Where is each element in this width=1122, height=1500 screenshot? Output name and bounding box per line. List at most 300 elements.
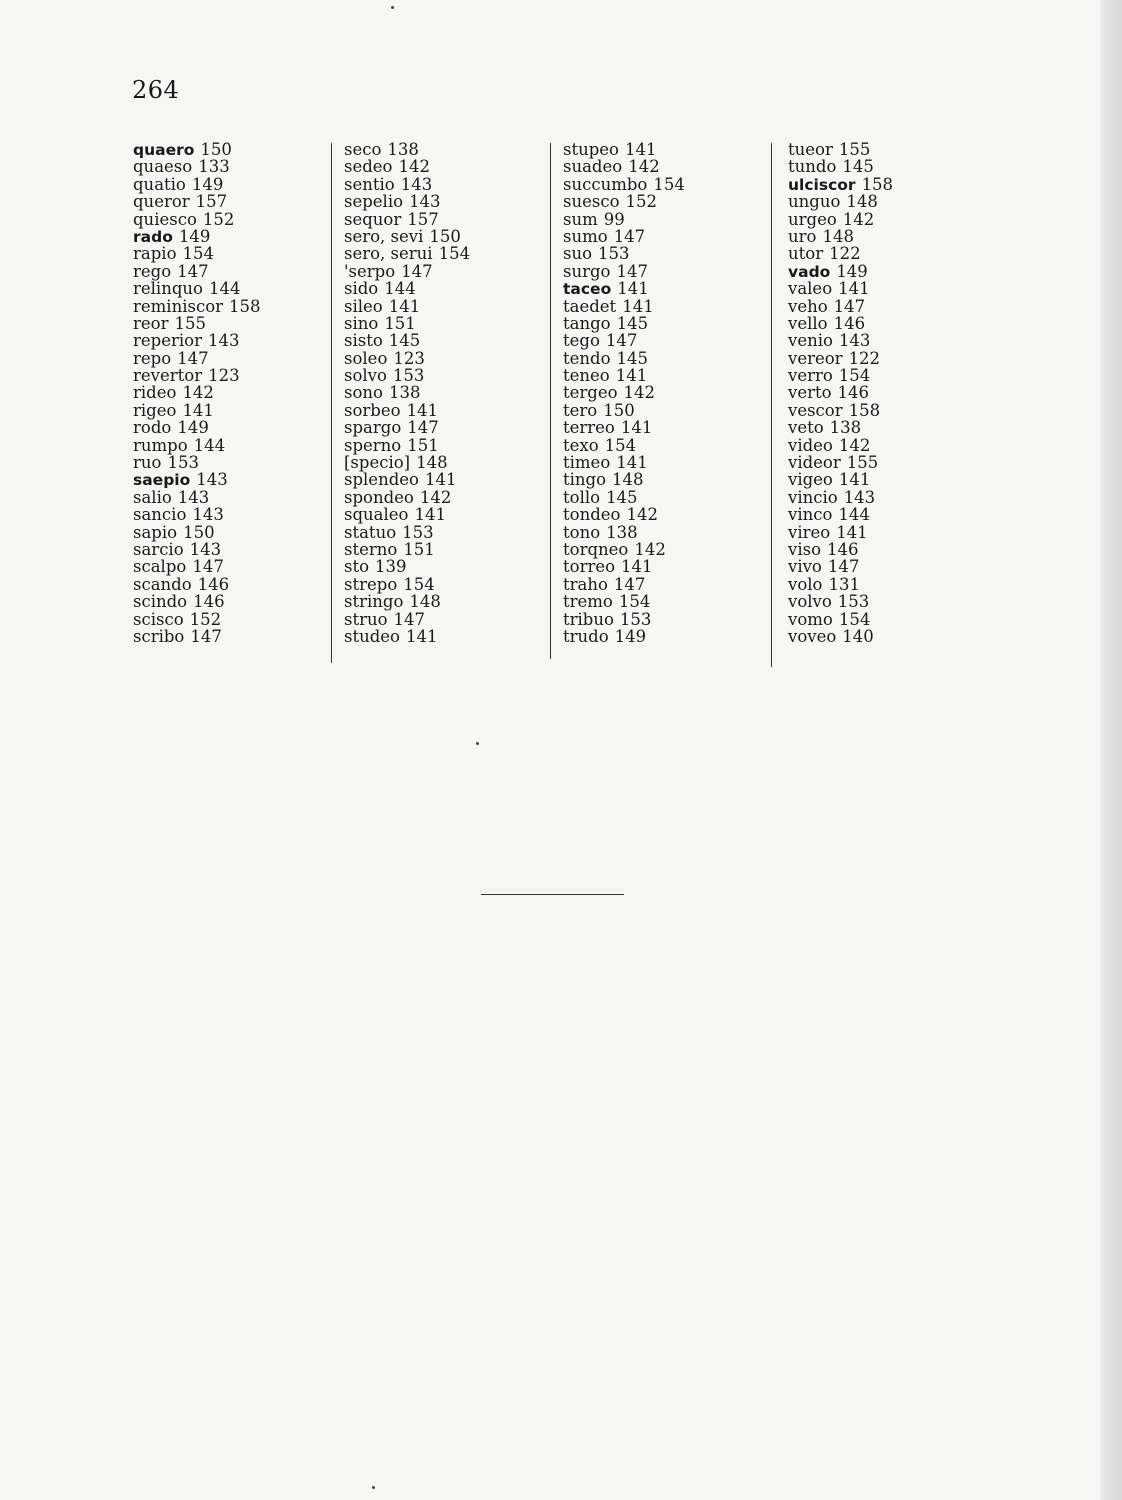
- entry-page-ref: 145: [606, 487, 638, 507]
- entry-page-ref: 153: [619, 609, 652, 629]
- entry-page-ref: 149: [614, 626, 647, 646]
- entry-page-ref: 153: [392, 366, 425, 386]
- entry-page-ref: 122: [848, 348, 881, 368]
- entry-page-ref: 138: [387, 140, 419, 159]
- entry-page-ref: 154: [618, 592, 651, 612]
- index-entry: [133, 576, 261, 593]
- entry-word: saepio: [133, 471, 191, 490]
- index-column-2: [344, 141, 470, 645]
- entry-page-ref: 141: [182, 400, 214, 420]
- entry-word: squaleo: [344, 505, 409, 525]
- index-entry: [563, 419, 685, 436]
- entry-page-ref: 144: [208, 279, 241, 299]
- index-entry: [788, 384, 893, 401]
- entry-page-ref: 154: [838, 609, 871, 629]
- entry-word: viso: [788, 539, 821, 559]
- entry-page-ref: 154: [438, 244, 471, 264]
- entry-word: rigeo: [133, 400, 177, 420]
- entry-word: stringo: [344, 592, 404, 612]
- index-entry: [788, 263, 893, 280]
- entry-word: sepelio: [344, 192, 404, 212]
- entry-page-ref: 151: [403, 539, 435, 559]
- entry-word: soleo: [344, 348, 388, 368]
- index-entry: [563, 158, 685, 175]
- entry-word: teneo: [563, 366, 610, 386]
- index-column-4: [788, 141, 893, 645]
- entry-word: ruo: [133, 453, 162, 473]
- entry-word: taceo: [563, 280, 612, 299]
- entry-page-ref: 141: [424, 470, 457, 490]
- entry-word: sterno: [344, 539, 398, 559]
- index-entry: [344, 402, 470, 419]
- entry-page-ref: 141: [406, 400, 439, 420]
- index-entry: [563, 367, 685, 384]
- entry-word: tono: [563, 522, 601, 542]
- entry-page-ref: 147: [192, 557, 224, 577]
- index-entry: [788, 228, 893, 245]
- index-entry: [344, 506, 470, 523]
- index-entry: [133, 471, 261, 488]
- index-entry: [788, 437, 893, 454]
- index-entry: [344, 419, 470, 436]
- entry-page-ref: 154: [604, 435, 637, 455]
- entry-word: sentio: [344, 174, 395, 194]
- index-entry: [563, 593, 685, 610]
- entry-word: vado: [788, 262, 831, 281]
- index-entry: [788, 611, 893, 628]
- index-entry: [563, 332, 685, 349]
- print-speck: [372, 1486, 375, 1489]
- index-entry: [344, 176, 470, 193]
- entry-word: struo: [344, 609, 388, 629]
- entry-page-ref: 143: [177, 487, 210, 507]
- entry-page-ref: 154: [653, 174, 685, 194]
- entry-word: seco: [344, 140, 382, 159]
- entry-word: scando: [133, 574, 192, 594]
- index-entry: [133, 280, 261, 297]
- entry-page-ref: 143: [838, 331, 871, 351]
- entry-word: vivo: [788, 557, 822, 577]
- page-number: 264: [132, 76, 180, 104]
- entry-word: scindo: [133, 592, 188, 612]
- entry-word: 'serpo: [344, 261, 396, 281]
- index-entry: [788, 541, 893, 558]
- index-entry: [133, 245, 261, 262]
- entry-page-ref: 152: [202, 209, 235, 229]
- entry-page-ref: 145: [388, 331, 421, 351]
- index-entry: [563, 611, 685, 628]
- index-entry: [344, 541, 470, 558]
- entry-page-ref: 148: [846, 192, 878, 212]
- column-divider: [771, 143, 772, 667]
- index-entry: [563, 228, 685, 245]
- entry-word: splendeo: [344, 470, 419, 490]
- entry-page-ref: 154: [838, 366, 871, 386]
- entry-word: terreo: [563, 418, 615, 438]
- entry-word: tingo: [563, 470, 607, 490]
- index-entry: [344, 211, 470, 228]
- index-entry: [133, 611, 261, 628]
- entry-word: sapio: [133, 522, 178, 542]
- index-entry: [133, 437, 261, 454]
- entry-word: tondeo: [563, 505, 621, 525]
- index-entry: [563, 628, 685, 645]
- index-column-1: [133, 141, 261, 645]
- entry-word: strepo: [344, 574, 398, 594]
- entry-word: scribo: [133, 626, 185, 646]
- entry-word: reperior: [133, 331, 202, 351]
- print-speck: [476, 742, 479, 745]
- entry-page-ref: 141: [838, 470, 871, 490]
- entry-word: verto: [788, 383, 832, 403]
- entry-page-ref: 138: [606, 522, 638, 542]
- entry-word: repo: [133, 348, 172, 368]
- entry-page-ref: 154: [182, 244, 214, 264]
- index-entry: [788, 402, 893, 419]
- entry-page-ref: 147: [393, 609, 426, 629]
- index-entry: [133, 263, 261, 280]
- entry-page-ref: 143: [400, 174, 433, 194]
- entry-word: rapio: [133, 244, 177, 264]
- index-entry: [563, 315, 685, 332]
- entry-page-ref: 122: [829, 244, 861, 264]
- entry-word: taedet: [563, 296, 617, 316]
- entry-page-ref: 141: [836, 522, 868, 542]
- index-entry: [344, 576, 470, 593]
- entry-word: solvo: [344, 366, 387, 386]
- entry-word: veho: [788, 296, 828, 316]
- entry-word: valeo: [788, 279, 833, 299]
- entry-page-ref: 139: [375, 557, 407, 577]
- entry-word: stupeo: [563, 140, 619, 159]
- index-entry: [133, 176, 261, 193]
- entry-word: rumpo: [133, 435, 188, 455]
- entry-page-ref: 144: [838, 505, 870, 525]
- index-entry: [133, 628, 261, 645]
- entry-page-ref: 145: [616, 313, 649, 333]
- entry-word: verro: [788, 366, 833, 386]
- entry-word: sarcio: [133, 539, 184, 559]
- entry-word: tango: [563, 313, 611, 333]
- entry-page-ref: 142: [623, 383, 656, 403]
- entry-word: quatio: [133, 174, 186, 194]
- entry-word: tremo: [563, 592, 613, 612]
- entry-page-ref: 141: [616, 453, 648, 473]
- entry-page-ref: 149: [177, 418, 209, 438]
- entry-page-ref: 141: [388, 296, 421, 316]
- entry-page-ref: 147: [177, 348, 209, 368]
- entry-page-ref: 149: [178, 226, 211, 246]
- entry-word: trudo: [563, 626, 609, 646]
- entry-word: sido: [344, 279, 379, 299]
- entry-page-ref: 155: [174, 313, 206, 333]
- index-entry: [788, 211, 893, 228]
- entry-page-ref: 141: [617, 279, 649, 299]
- entry-page-ref: 158: [861, 174, 894, 194]
- index-entry: [563, 141, 685, 158]
- index-entry: [133, 541, 261, 558]
- entry-page-ref: 153: [598, 244, 630, 264]
- index-entry: [133, 158, 261, 175]
- entry-page-ref: 141: [406, 626, 438, 646]
- entry-word: rado: [133, 227, 173, 246]
- entry-page-ref: 148: [409, 592, 441, 612]
- entry-word: surgo: [563, 261, 611, 281]
- entry-page-ref: 142: [419, 487, 452, 507]
- entry-word: texo: [563, 435, 599, 455]
- entry-word: sedeo: [344, 157, 393, 177]
- index-entry: [133, 454, 261, 471]
- entry-page-ref: 142: [634, 539, 666, 559]
- entry-page-ref: 147: [613, 574, 646, 594]
- index-entry: [563, 541, 685, 558]
- entry-word: reor: [133, 313, 169, 333]
- entry-word: vincio: [788, 487, 838, 507]
- index-entry: [344, 611, 470, 628]
- entry-page-ref: 145: [616, 348, 649, 368]
- entry-page-ref: 145: [842, 157, 874, 177]
- entry-page-ref: 143: [843, 487, 876, 507]
- entry-page-ref: 141: [625, 140, 657, 159]
- entry-page-ref: 153: [167, 453, 199, 473]
- entry-word: tero: [563, 400, 598, 420]
- index-entry: [788, 193, 893, 210]
- entry-page-ref: 148: [822, 226, 854, 246]
- index-entry: [788, 558, 893, 575]
- index-entry: [344, 315, 470, 332]
- entry-page-ref: 151: [384, 313, 416, 333]
- index-entry: [133, 141, 261, 158]
- entry-word: scalpo: [133, 557, 187, 577]
- entry-page-ref: 143: [192, 505, 224, 525]
- entry-page-ref: 155: [846, 453, 879, 473]
- index-entry: [344, 524, 470, 541]
- index-entry: [133, 193, 261, 210]
- index-entry: [344, 263, 470, 280]
- end-rule: [481, 894, 624, 895]
- index-entry: [788, 298, 893, 315]
- index-entry: [133, 419, 261, 436]
- index-entry: [563, 506, 685, 523]
- entry-word: timeo: [563, 453, 611, 473]
- entry-word: traho: [563, 574, 608, 594]
- entry-word: vinco: [788, 505, 833, 525]
- entry-word: statuo: [344, 522, 397, 542]
- entry-page-ref: 142: [398, 157, 430, 177]
- entry-word: uro: [788, 226, 817, 246]
- entry-page-ref: 141: [620, 418, 653, 438]
- entry-page-ref: 146: [197, 574, 230, 594]
- index-entry: [133, 489, 261, 506]
- index-entry: [563, 558, 685, 575]
- entry-word: ulciscor: [788, 175, 856, 194]
- entry-page-ref: 150: [183, 522, 215, 542]
- entry-page-ref: 150: [200, 140, 232, 159]
- index-entry: [344, 628, 470, 645]
- index-entry: [344, 280, 470, 297]
- entry-word: venio: [788, 331, 833, 351]
- entry-word: veto: [788, 418, 824, 438]
- entry-word: tergeo: [563, 383, 618, 403]
- entry-word: queror: [133, 192, 190, 212]
- index-entry: [563, 437, 685, 454]
- entry-word: spargo: [344, 418, 402, 438]
- entry-word: tribuo: [563, 609, 614, 629]
- index-column-3: [563, 141, 685, 645]
- entry-page-ref: 148: [416, 453, 448, 473]
- entry-word: revertor: [133, 366, 203, 386]
- entry-word: vello: [788, 313, 828, 333]
- entry-word: videor: [788, 453, 841, 473]
- entry-page-ref: 147: [407, 418, 439, 438]
- column-divider: [550, 143, 551, 659]
- entry-word: torreo: [563, 557, 616, 577]
- index-entry: [788, 471, 893, 488]
- entry-word: suo: [563, 244, 593, 264]
- index-entry: [788, 367, 893, 384]
- index-entry: [788, 524, 893, 541]
- index-entry: [344, 593, 470, 610]
- index-entry: [788, 576, 893, 593]
- entry-word: volvo: [788, 592, 832, 612]
- index-entry: [344, 454, 470, 471]
- entry-word: unguo: [788, 192, 841, 212]
- index-entry: [788, 176, 893, 193]
- entry-page-ref: 138: [388, 383, 421, 403]
- entry-word: quaero: [133, 141, 195, 159]
- column-divider: [331, 143, 332, 663]
- entry-page-ref: 153: [402, 522, 434, 542]
- index-entry: [788, 419, 893, 436]
- index-entry: [133, 350, 261, 367]
- index-entry: [788, 280, 893, 297]
- entry-word: quiesco: [133, 209, 197, 229]
- entry-page-ref: 146: [837, 383, 870, 403]
- entry-word: scisco: [133, 609, 184, 629]
- index-entry: [788, 506, 893, 523]
- index-entry: [563, 280, 685, 297]
- entry-page-ref: 144: [193, 435, 226, 455]
- index-entry: [563, 471, 685, 488]
- entry-page-ref: 123: [208, 366, 240, 386]
- entry-word: suesco: [563, 192, 620, 212]
- entry-word: vireo: [788, 522, 831, 542]
- entry-word: tego: [563, 331, 600, 351]
- index-entry: [788, 593, 893, 610]
- entry-word: voveo: [788, 626, 837, 646]
- entry-page-ref: 123: [393, 348, 425, 368]
- index-entry: [563, 176, 685, 193]
- entry-word: reminiscor: [133, 296, 224, 316]
- index-entry: [563, 524, 685, 541]
- index-entry: [563, 245, 685, 262]
- entry-page-ref: 143: [189, 539, 222, 559]
- entry-word: sero, serui: [344, 244, 433, 264]
- entry-word: rodo: [133, 418, 172, 438]
- entry-page-ref: 149: [191, 174, 224, 194]
- entry-word: vigeo: [788, 470, 833, 490]
- entry-page-ref: 141: [414, 505, 446, 525]
- entry-word: sono: [344, 383, 383, 403]
- index-entry: [563, 402, 685, 419]
- index-entry: [344, 332, 470, 349]
- entry-page-ref: 152: [625, 192, 658, 212]
- entry-page-ref: 141: [838, 279, 870, 299]
- entry-page-ref: 142: [626, 505, 658, 525]
- index-entry: [563, 454, 685, 471]
- entry-page-ref: 149: [836, 261, 868, 281]
- index-entry: [133, 384, 261, 401]
- entry-page-ref: 147: [613, 226, 646, 246]
- entry-page-ref: 147: [401, 261, 433, 281]
- index-entry: [133, 332, 261, 349]
- entry-page-ref: 142: [182, 383, 214, 403]
- entry-word: rego: [133, 261, 172, 281]
- index-entry: [563, 576, 685, 593]
- index-entry: [788, 350, 893, 367]
- entry-page-ref: 147: [177, 261, 209, 281]
- entry-page-ref: 141: [622, 296, 654, 316]
- entry-word: vomo: [788, 609, 833, 629]
- entry-page-ref: 147: [605, 331, 638, 351]
- entry-page-ref: 153: [837, 592, 870, 612]
- entry-page-ref: 99: [603, 209, 625, 229]
- index-entry: [133, 367, 261, 384]
- index-entry: [133, 506, 261, 523]
- entry-page-ref: 157: [195, 192, 228, 212]
- entry-word: succumbo: [563, 174, 648, 194]
- entry-page-ref: 143: [207, 331, 240, 351]
- index-entry: [788, 454, 893, 471]
- entry-page-ref: 146: [833, 313, 866, 333]
- index-entry: [133, 298, 261, 315]
- index-entry: [344, 471, 470, 488]
- index-entry: [344, 228, 470, 245]
- index-entry: [133, 524, 261, 541]
- index-entry: [788, 315, 893, 332]
- entry-page-ref: 142: [842, 209, 875, 229]
- entry-word: sequor: [344, 209, 402, 229]
- entry-word: utor: [788, 244, 824, 264]
- entry-page-ref: 158: [229, 296, 261, 316]
- entry-word: video: [788, 435, 833, 455]
- entry-word: suadeo: [563, 157, 623, 177]
- entry-page-ref: 157: [407, 209, 439, 229]
- index-entry: [133, 315, 261, 332]
- entry-page-ref: 151: [407, 435, 439, 455]
- entry-page-ref: 140: [842, 626, 874, 646]
- entry-page-ref: 143: [196, 470, 228, 490]
- entry-page-ref: 138: [829, 418, 862, 438]
- index-entry: [344, 437, 470, 454]
- entry-word: tollo: [563, 487, 601, 507]
- entry-page-ref: 158: [848, 400, 881, 420]
- entry-word: salio: [133, 487, 172, 507]
- index-entry: [563, 384, 685, 401]
- index-entry: [133, 211, 261, 228]
- index-entry: [788, 628, 893, 645]
- index-entry: [133, 228, 261, 245]
- page-edge: [1100, 0, 1122, 1500]
- entry-page-ref: 148: [612, 470, 644, 490]
- index-entry: [563, 263, 685, 280]
- entry-word: sumo: [563, 226, 608, 246]
- entry-word: vereor: [788, 348, 843, 368]
- entry-page-ref: 147: [827, 557, 860, 577]
- entry-word: [specio]: [344, 453, 411, 473]
- entry-page-ref: 150: [603, 400, 635, 420]
- index-entry: [563, 193, 685, 210]
